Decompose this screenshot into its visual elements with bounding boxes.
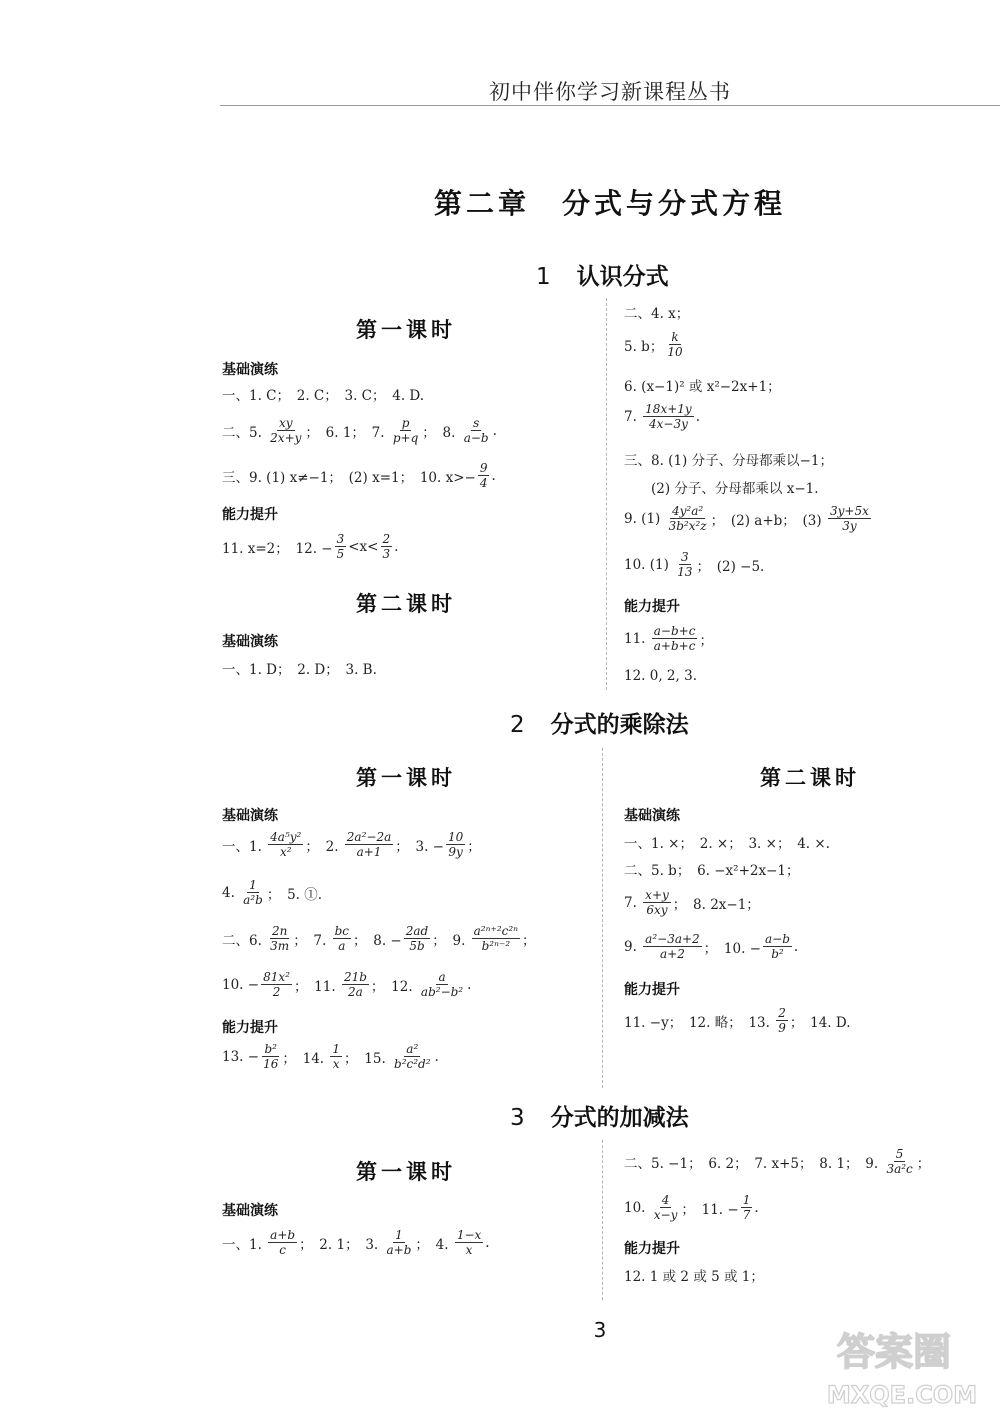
fraction-numerator: 9 [479,461,488,475]
fraction-denominator: x² [279,845,292,859]
fraction-numerator: a² [406,1042,419,1056]
fraction-numerator: 1−x [456,1228,482,1242]
answer-text: ； (2) a+b； (3) [710,512,826,529]
section-1-title [536,258,669,291]
fraction [776,1006,788,1035]
answer-text: <x< [348,538,379,555]
svg-text:答案圈: 答案圈 [836,1330,952,1374]
fraction [268,416,303,445]
answer-text: 三、9. (1) x≠−1； (2) x=1； 10. x>− [222,469,476,486]
answer-text: ； 12. [370,978,417,995]
fraction-numerator: 1 [332,1042,341,1056]
fraction [261,1042,280,1071]
answer-line [222,1042,439,1071]
answer-text: 二、6. [222,932,267,949]
answer-text: ； [916,1155,931,1172]
answer-text: 7. [624,408,642,425]
answer-text: . [467,976,472,993]
fraction [462,416,491,445]
column-divider-1 [606,298,607,690]
answer-text: 10. (1) [624,556,674,573]
answer-text: ； 14. [282,1050,329,1067]
answer-text: ； 2. 1； 3. [299,1236,383,1253]
page-number: 3 [593,1318,607,1342]
fraction [268,830,303,859]
fraction-numerator: 3 [336,532,345,546]
fraction [342,970,369,999]
fraction-denominator: a+b [386,1243,412,1257]
answer-text: 10. − [222,976,260,993]
header-rule [220,105,1000,106]
answer-line [624,1265,764,1285]
answer-text: . [434,1048,439,1065]
fraction [330,1042,342,1071]
fraction-denominator: 3b²x²z [668,519,707,533]
fraction-denominator: 3m [270,939,290,953]
answer-text: 二、5. −1； 6. 2； 7. x+5； 8. 1； 9. [624,1155,883,1172]
fraction-denominator: 2x+y [270,431,302,445]
answer-line [624,888,760,917]
section-3-name: 分式的加减法 [550,1105,689,1131]
fraction [478,461,490,490]
fraction [391,416,420,445]
column-divider-3 [602,1140,603,1300]
answer-text: 12. 0, 2, 3. [624,668,697,684]
answer-text: . [695,408,700,425]
fraction-numerator: a²−3a+2 [645,932,700,946]
answer-line [624,624,713,653]
subsection-label: 能力提升 [222,1020,278,1036]
fraction [472,924,520,953]
fraction [643,402,694,431]
fraction [268,1228,297,1257]
fraction-denominator: ab²−b² [420,985,464,999]
answer-line [624,504,873,533]
answer-text: 10. [624,1199,650,1216]
answer-text: 4. [222,884,240,901]
subsection-label: 基础演练 [222,1203,278,1219]
answer-text: ； 6. 1； 7. [305,424,389,441]
answer-text: ； 8. − [353,932,402,949]
answer-text: . [485,1234,490,1251]
section-2-name: 分式的乘除法 [550,712,689,738]
fraction [652,1193,680,1222]
answer-text: ； 5. ①. [266,886,323,903]
answer-line [624,302,689,322]
fraction-denominator: 4 [479,476,488,490]
answer-text: 一、1. ×； 2. ×； 3. ×； 4. ×. [624,836,830,852]
answer-text: (2) 分子、分母都乘以 x−1. [624,481,819,497]
answer-text: ； 7. [293,932,331,949]
fraction-numerator: a²ⁿ⁺²c²ⁿ [473,924,519,938]
fraction-denominator: c [279,1243,286,1257]
fraction-numerator: a [438,970,446,984]
section-1-number: 1 [536,264,551,290]
fraction-denominator: 3a²c [886,1162,913,1176]
fraction-denominator: 2 [272,985,281,999]
fraction-numerator: a−b [765,932,790,946]
section-3-number: 3 [510,1105,525,1131]
answer-line [222,461,496,490]
watermark-logo-icon [794,1321,994,1411]
fraction [385,1228,414,1257]
fraction [261,970,292,999]
fraction-numerator: k [671,330,679,344]
answer-text: ； 11. − [681,1201,739,1218]
subsection-label: 能力提升 [624,1241,680,1257]
answer-text: ； 11. [293,978,340,995]
fraction [335,532,347,561]
answer-text: ； 8. 2x−1； [672,896,760,913]
answer-text: 二、5. b； 6. −x²+2x−1； [624,863,800,879]
answer-line [624,932,798,961]
section-1-name: 认识分式 [576,264,669,290]
fraction-denominator: 3y [842,519,857,533]
fraction-numerator: 2 [778,1006,786,1020]
fraction [828,504,871,533]
answer-line [222,384,424,404]
fraction [392,1042,433,1071]
answer-line [624,402,700,431]
answer-text: 三、8. (1) 分子、分母都乘以−1； [624,453,833,469]
fraction-numerator: p [401,416,410,430]
fraction-denominator: a+2 [660,947,685,961]
lesson-title: 第二课时 [356,591,456,616]
answer-text: 11. [624,630,650,647]
column-divider-2 [602,748,603,1088]
fraction [884,1147,914,1176]
svg-text:MXQE.COM: MXQE.COM [826,1381,978,1409]
answer-line [624,1147,930,1176]
answer-text: 7. [624,894,642,911]
fraction [763,932,792,961]
fraction-numerator: 4 [661,1193,670,1207]
answer-text: ； [699,632,713,649]
fraction [652,624,698,653]
fraction-denominator: 4x−3y [648,417,688,431]
answer-text: 11. x=2； 12. − [222,540,333,557]
answer-text: 二、5. [222,424,267,441]
fraction-denominator: 2a [348,985,363,999]
fraction [455,1228,483,1257]
fraction-denominator: x [465,1243,473,1257]
answer-text: . [793,938,799,955]
fraction-denominator: b²ⁿ⁻² [481,939,511,953]
fraction [675,550,694,579]
answer-line [222,924,536,953]
answer-text: . [754,1199,759,1216]
fraction [381,532,393,561]
fraction-numerator: 4y²a² [672,504,704,518]
answer-text: 5. b； [624,338,664,355]
answer-text: ； [467,838,481,855]
answer-text: ； (2) −5. [696,558,765,575]
fraction-numerator: a−b+c [653,624,696,638]
answer-line [222,970,471,999]
answer-line [624,1006,851,1035]
lesson-title: 第一课时 [356,317,456,342]
fraction [345,830,393,859]
fraction-numerator: 4a⁵y² [270,830,302,844]
answer-text: 6. (x−1)² 或 x²−2x+1； [624,379,781,395]
section-2-title [510,706,689,739]
answer-text: 9. (1) [624,510,665,527]
fraction [643,932,702,961]
answer-text: ； 14. D. [789,1014,851,1031]
answer-line [624,477,819,497]
subsection-label: 基础演练 [624,808,680,824]
answer-text: ； 4. [415,1236,453,1253]
answer-line [222,416,497,445]
fraction [665,330,684,359]
fraction-denominator: a+1 [356,845,382,859]
answer-text: 一、1. [222,1236,267,1253]
fraction-numerator: 81x² [263,970,290,984]
fraction-denominator: a [338,939,346,953]
fraction-numerator: 21b [343,970,367,984]
answer-text: 12. 1 或 2 或 5 或 1； [624,1269,764,1285]
fraction [667,504,709,533]
answer-line [624,832,830,852]
fraction [446,830,465,859]
answer-text: 一、1. C； 2. C； 3. C； 4. D. [222,388,425,404]
answer-text: ； [522,932,536,949]
answer-line [222,830,481,859]
answer-text: ； 2. [305,838,343,855]
answer-line [624,859,800,879]
answer-text: . [492,422,497,439]
fraction-numerator: 3y+5x [829,504,869,518]
fraction [643,888,671,917]
answer-text: 11. −y； 12. 略； 13. [624,1014,775,1031]
answer-text: 一、1. [222,838,267,855]
fraction [404,924,430,953]
fraction [268,924,291,953]
answer-text: ； 10. − [703,940,761,957]
fraction-denominator: x [332,1057,340,1071]
fraction-numerator: 18x+1y [645,402,692,416]
fraction-numerator: 10 [447,830,464,844]
fraction-denominator: b² [771,947,784,961]
subsection-label: 基础演练 [222,634,278,650]
fraction [419,970,465,999]
fraction-numerator: 3 [681,550,689,564]
section-2-number: 2 [510,712,525,738]
answer-line [222,1228,490,1257]
chapter-title: 第二章 分式与分式方程 [433,187,786,220]
answer-text: ； 9. [432,932,470,949]
answer-text: 一、1. D； 2. D； 3. B. [222,662,377,678]
fraction-denominator: 16 [263,1057,279,1071]
fraction-denominator: x−y [653,1208,678,1222]
lesson-title: 第一课时 [356,765,456,790]
fraction-denominator: 6xy [646,903,668,917]
fraction-numerator: 2ad [405,924,429,938]
answer-text: ； 8. [422,424,460,441]
answer-line [624,330,687,359]
subsection-label: 能力提升 [222,507,278,523]
fraction-numerator: 1 [395,1228,403,1242]
fraction [741,1193,753,1222]
fraction-denominator: 3 [382,547,391,561]
fraction-denominator: 10 [667,345,683,359]
answer-line [624,1193,759,1222]
fraction-numerator: b² [264,1042,277,1056]
answer-line [624,668,697,684]
subsection-label: 基础演练 [222,362,278,378]
fraction-denominator: a−b [463,431,489,445]
fraction-numerator: 2n [271,924,288,938]
fraction-numerator: 2a²−2a [346,830,392,844]
fraction-numerator: a+b [270,1228,296,1242]
subsection-label: 能力提升 [624,982,680,998]
answer-line [624,449,833,469]
answer-line [222,658,377,678]
lesson-title: 第二课时 [760,765,860,790]
fraction [333,924,351,953]
fraction-denominator: 5b [409,939,425,953]
fraction-denominator: 7 [742,1208,751,1222]
fraction-denominator: 9y [448,845,463,859]
answer-text: ； 3. − [395,838,444,855]
fraction-denominator: a²b [243,893,263,907]
fraction-numerator: 2 [382,532,391,546]
answer-line [624,375,781,395]
fraction-denominator: 9 [778,1021,786,1035]
fraction-numerator: s [473,416,480,430]
fraction-denominator: 5 [336,547,345,561]
fraction-denominator: 13 [677,565,693,579]
lesson-title: 第一课时 [356,1159,456,1184]
series-header: 初中伴你学习新课程丛书 [489,80,731,104]
answer-text: 13. − [222,1048,260,1065]
fraction [241,878,265,907]
subsection-label: 能力提升 [624,599,680,615]
fraction-numerator: x+y [645,888,669,902]
answer-text: ； 15. [344,1050,391,1067]
answer-text: 9. [624,938,642,955]
answer-text: . [394,538,399,555]
answer-line [624,550,764,579]
answer-line [222,878,322,907]
fraction-denominator: p+q [392,431,419,445]
answer-text: 二、4. x； [624,306,690,322]
answer-text: . [491,467,496,484]
fraction-numerator: xy [279,416,293,430]
fraction-numerator: 5 [895,1147,904,1161]
section-3-title [510,1099,689,1132]
answer-line [222,532,398,561]
fraction-denominator: b²c²d² [394,1057,431,1071]
fraction-denominator: a+b+c [653,639,696,653]
fraction-numerator: 1 [742,1193,751,1207]
subsection-label: 基础演练 [222,808,278,824]
fraction-numerator: bc [334,924,350,938]
fraction-numerator: 1 [249,878,257,892]
